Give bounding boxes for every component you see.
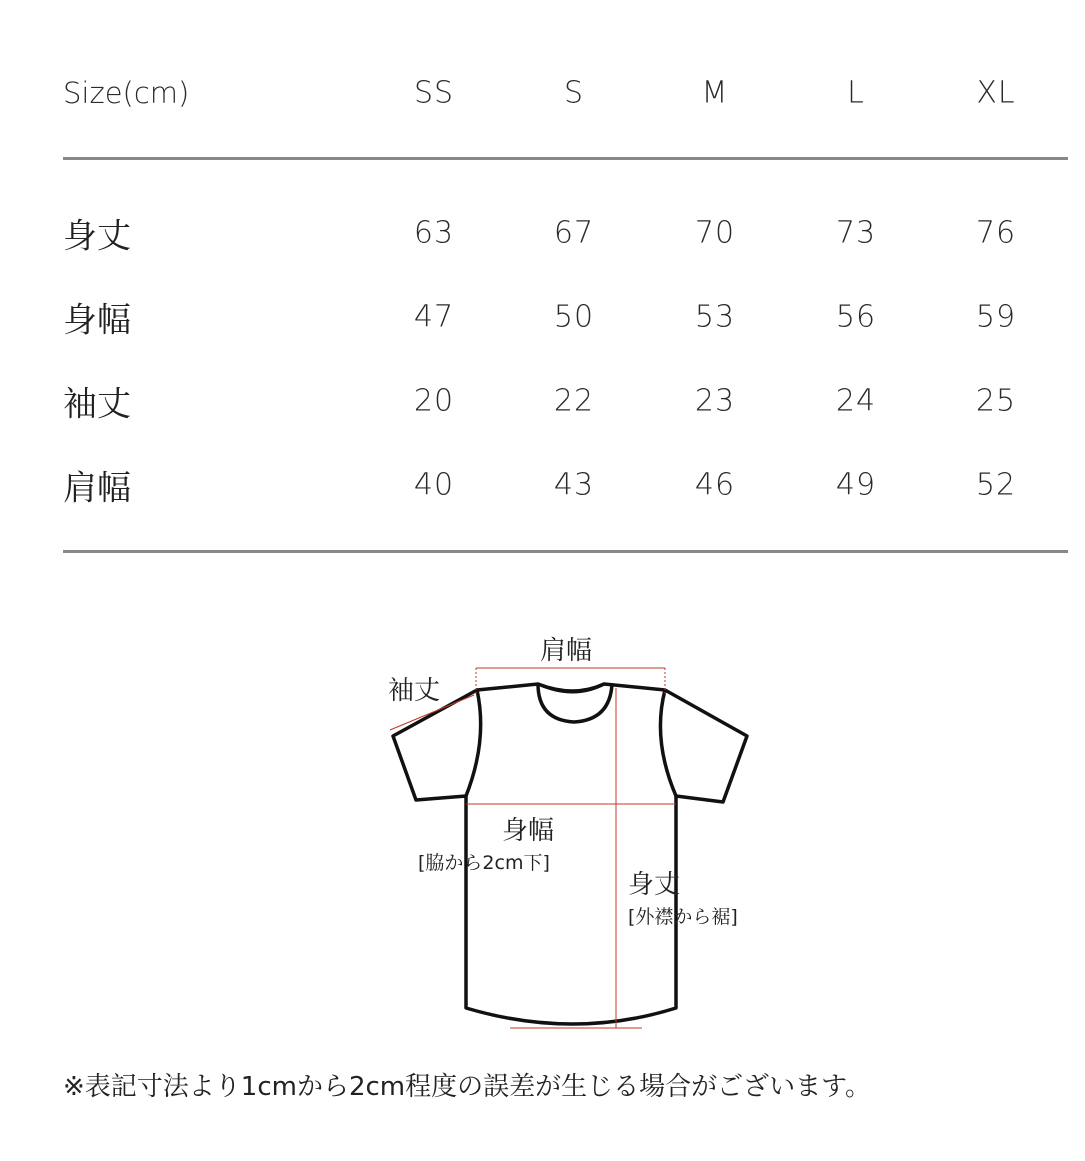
size-header-l: L [847,75,865,111]
table-cell: 52 [975,467,1017,503]
table-cell: 73 [835,215,877,251]
size-header-label: Size(cm) [63,76,190,110]
diagram-label-body-length: 身丈 [628,870,681,900]
table-cell: 49 [835,467,877,503]
diagram-label-body-width: 身幅 [502,816,555,846]
size-header-xl: XL [976,75,1016,111]
diagram-note-body-width: [脇から2cm下] [418,852,550,874]
table-cell: 76 [975,215,1017,251]
size-header-s: S [563,75,585,111]
table-cell: 24 [835,383,877,419]
size-table [63,0,1068,560]
row-label-sleeve-length: 袖丈 [63,384,131,425]
table-cell: 59 [975,299,1017,335]
table-cell: 20 [413,383,455,419]
table-cell: 25 [975,383,1017,419]
diagram-label-shoulder-width: 肩幅 [540,636,593,666]
table-bottom-divider [63,550,1068,553]
diagram-label-sleeve-length: 袖丈 [388,676,441,706]
table-cell: 43 [553,467,595,503]
table-cell: 40 [413,467,455,503]
table-cell: 46 [694,467,736,503]
diagram-note-body-length: [外襟から裾] [628,906,738,928]
right-armhole-seam [660,690,676,796]
measurement-disclaimer: ※表記寸法より1cmから2cm程度の誤差が生じる場合がございます。 [63,1072,872,1102]
header-divider [63,157,1068,160]
table-cell: 23 [694,383,736,419]
tshirt-collar-inner [538,684,604,692]
tshirt-measurement-diagram [380,620,770,1040]
table-cell: 53 [694,299,736,335]
table-cell: 67 [553,215,595,251]
table-cell: 50 [553,299,595,335]
table-cell: 70 [694,215,736,251]
row-label-body-width: 身幅 [63,300,131,341]
table-cell: 22 [553,383,595,419]
table-cell: 56 [835,299,877,335]
table-cell: 47 [413,299,455,335]
size-header-m: M [701,75,729,111]
left-armhole-seam [466,690,481,796]
table-cell: 63 [413,215,455,251]
row-label-shoulder-width: 肩幅 [63,468,131,509]
size-header-ss: SS [413,75,455,111]
row-label-body-length: 身丈 [63,216,131,257]
